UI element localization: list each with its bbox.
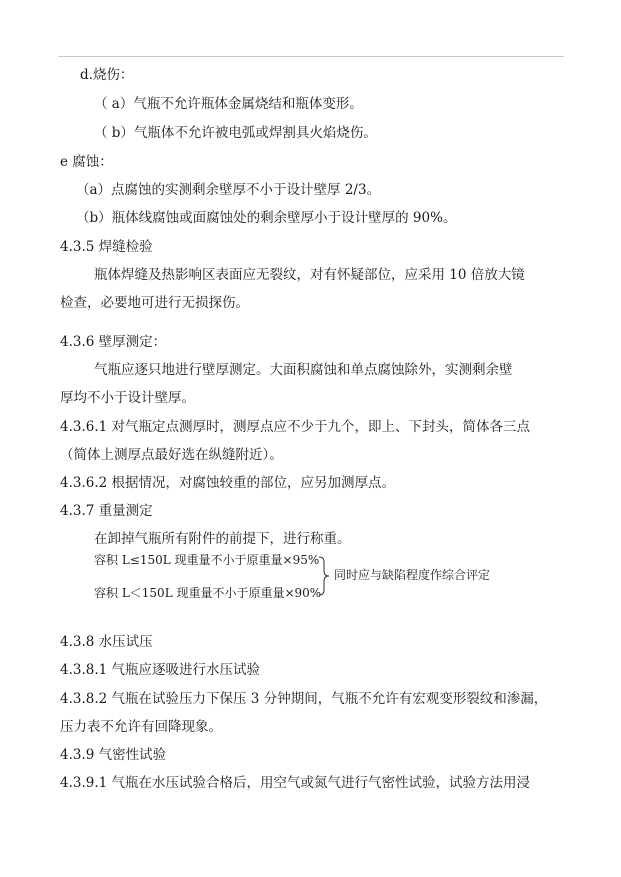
- section-4-3-5-text-1: 瓶体焊缝及热影响区表面应无裂纹，对有怀疑部位，应采用 10 倍放大镜: [94, 267, 525, 283]
- weight-rule-2: 容积 L＜150L 现重量不小于原重量×90%: [94, 586, 322, 600]
- section-4-3-7-title: 4.3.7 重量测定: [60, 503, 153, 519]
- e-heading: e 腐蚀：: [60, 154, 113, 170]
- d-heading: d.烧伤：: [80, 67, 134, 83]
- section-4-3-6-1-text-2: （简体上测厚点最好选在纵缝附近）。: [60, 447, 283, 463]
- e-item-a: （a）点腐蚀的实测剩余壁厚不小于设计壁厚 2/3。: [76, 182, 381, 198]
- section-4-3-6-text-2: 厚均不小于设计壁厚。: [60, 390, 195, 406]
- section-4-3-8-title: 4.3.8 水压试压: [60, 634, 153, 650]
- curly-brace-icon: [316, 556, 332, 596]
- e-item-b: （b）瓶体线腐蚀或面腐蚀处的剩余壁厚小于设计壁厚的 90%。: [76, 210, 457, 226]
- section-4-3-6-2-text: 4.3.6.2 根据情况，对腐蚀较重的部位，应另加测厚点。: [60, 475, 396, 491]
- section-4-3-6-1-text-1: 4.3.6.1 对气瓶定点测厚时，测厚点应不少于九个，即上、下封头，简体各三点: [60, 419, 531, 435]
- section-4-3-9-title: 4.3.9 气密性试验: [60, 747, 167, 763]
- d-item-b: （ b）气瓶体不允许被电弧或焊割具火焰烧伤。: [94, 125, 377, 141]
- section-4-3-6-text-1: 气瓶应逐只地进行壁厚测定。大面积腐蚀和单点腐蚀除外，实测剩余壁: [94, 362, 513, 378]
- d-item-a: （ a）气瓶不允许瓶体金属烧结和瓶体变形。: [94, 96, 363, 112]
- section-4-3-5-title: 4.3.5 焊缝检验: [60, 239, 153, 255]
- section-4-3-8-2-text-2: 压力表不允许有回降现象。: [60, 719, 222, 735]
- section-4-3-9-1-text: 4.3.9.1 气瓶在水压试验合格后，用空气或氮气进行气密性试验，试验方法用浸: [60, 775, 531, 791]
- header-rule: [58, 56, 564, 57]
- section-4-3-5-text-2: 检查，必要地可进行无损探伤。: [60, 295, 249, 311]
- weight-rule-1: 容积 L≤150L 现重量不小于原重量×95%: [94, 553, 320, 567]
- section-4-3-8-2-text-1: 4.3.8.2 气瓶在试验压力下保压 3 分钟期间，气瓶不允许有宏观变形裂纹和渗漏，: [60, 691, 548, 707]
- section-4-3-8-1-text: 4.3.8.1 气瓶应逐吸进行水压试验: [60, 662, 261, 678]
- section-4-3-7-text: 在卸掉气瓶所有附件的前提下，进行称重。: [94, 531, 351, 547]
- section-4-3-6-title: 4.3.6 壁厚测定：: [60, 334, 167, 350]
- brace-note: 同时应与缺陷程度作综合评定: [334, 568, 491, 582]
